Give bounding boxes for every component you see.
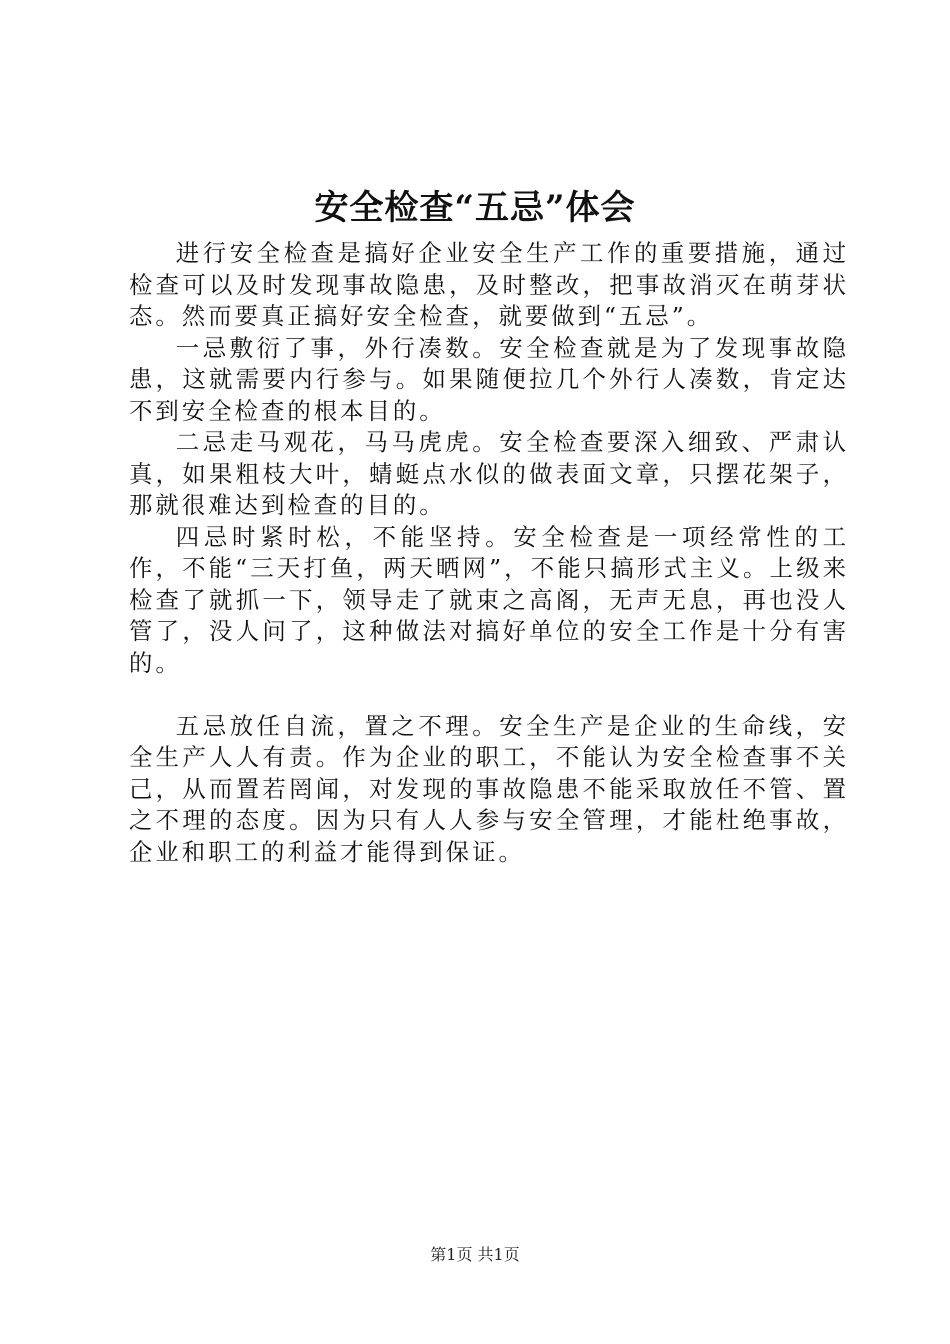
- paragraph-fourth-taboo: 四忌时紧时松，不能坚持。安全检查是一项经常性的工作，不能“三天打鱼，两天晒网”，不能只搞形式主义。上级来检查了就抓一下，领导走了就束之高阁，无声无息，再也没人管了，没人问了，这种做法对搞好单位的安全工作是十分有害的。: [129, 522, 849, 677]
- page-title: 安全检查“五忌”体会: [314, 188, 636, 228]
- paragraph-fifth-taboo: 五忌放任自流，置之不理。安全生产是企业的生命线，安全生产人人有责。作为企业的职工，不能认为安全检查事不关己，从而置若罔闻，对发现的事故隐患不能采取放任不管、置之不理的态度。因为只有人人参与安全管理，才能杜绝事故，企业和职工的利益才能得到保证。: [129, 711, 849, 866]
- paragraph-first-taboo: 一忌敷衍了事，外行凑数。安全检查就是为了发现事故隐患，这就需要内行参与。如果随便拉几个外行人凑数，肯定达不到安全检查的根本目的。: [129, 333, 849, 425]
- page-footer: 第1页 共1页: [430, 1245, 520, 1264]
- document-body: [129, 238, 849, 868]
- paragraph-intro: 进行安全检查是搞好企业安全生产工作的重要措施，通过检查可以及时发现事故隐患，及时整改，把事故消灭在萌芽状态。然而要真正搞好安全检查，就要做到“五忌”。: [129, 239, 849, 330]
- paragraph-second-taboo: 二忌走马观花，马马虎虎。安全检查要深入细致、严肃认真，如果粗枝大叶，蜻蜓点水似的做表面文章，只摆花架子，那就很难达到检查的目的。: [129, 428, 849, 519]
